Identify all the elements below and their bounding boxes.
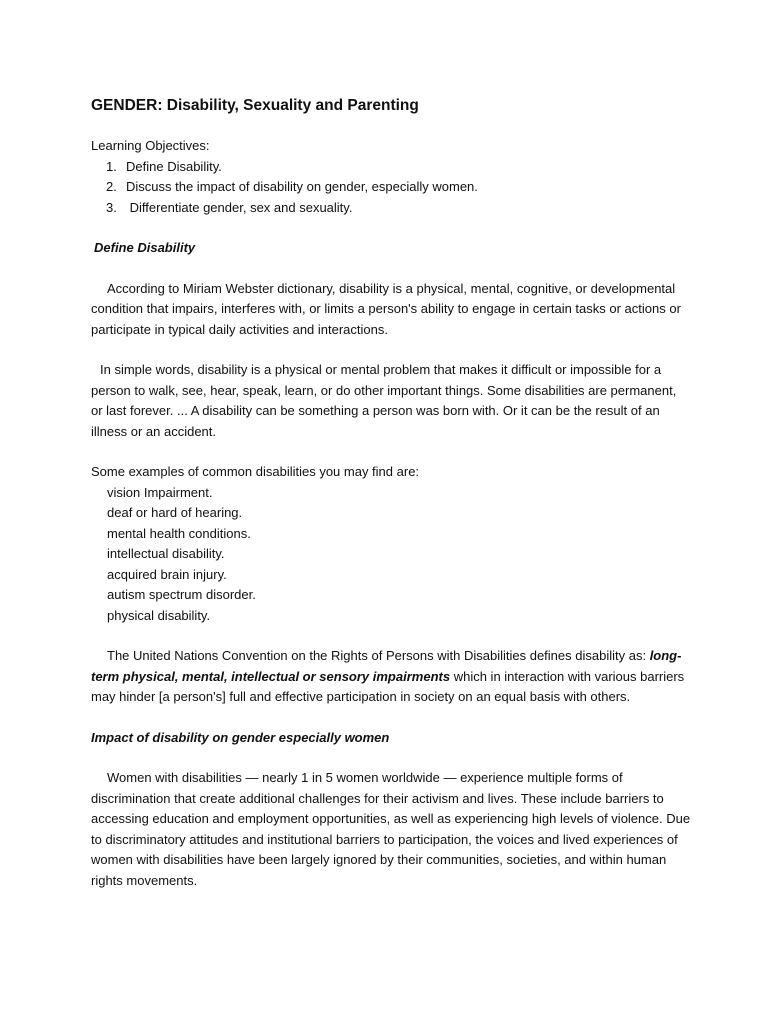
paragraph-simple-words: In simple words, disability is a physical or mental problem that makes it difficult or impossible for a person to walk, see, hear, speak, learn, or do other important things. Some disabilities are permanent, or last forever. ... A disability can be something a person was born with. Or it can be the result of an illness or an accident. — [91, 362, 677, 439]
learning-objectives-list — [91, 157, 691, 219]
list-item: physical disability. — [107, 607, 211, 623]
list-item-number: 3. — [106, 199, 117, 215]
list-item — [91, 157, 691, 178]
examples-intro: Some examples of common disabilities you may find are: — [91, 464, 420, 479]
document-title: GENDER: Disability, Sexuality and Parenting — [91, 97, 419, 114]
list-item: autism spectrum disorder. — [107, 587, 256, 602]
paragraph-un-definition — [91, 646, 691, 708]
list-item: mental health conditions. — [107, 525, 251, 541]
list-item: deaf or hard of hearing. — [107, 505, 243, 520]
list-item-text: Differentiate gender, sex and sexuality. — [126, 199, 353, 215]
list-item: intellectual disability. — [107, 546, 225, 561]
learning-objectives-label: Learning Objectives: — [91, 138, 210, 153]
document-body — [91, 96, 691, 911]
list-item-text: Discuss the impact of disability on gender, especially women. — [126, 179, 478, 194]
examples-list — [91, 483, 691, 627]
list-item — [91, 177, 691, 198]
paragraph-definition: According to Miriam Webster dictionary, disability is a physical, mental, cognitive, or developmental condition that impairs, interferes with, or limits a person's ability to engage in certain tasks or actions or participate in typical daily activities and interactions. — [91, 280, 681, 337]
list-item — [91, 198, 691, 219]
un-definition-rest: which in interaction with various barriers may hinder [a person's] full and effective participation in society on an equal basis with others. — [91, 668, 685, 704]
un-definition-intro: The United Nations Convention on the Rights of Persons with Disabilities defines disability as: — [107, 648, 647, 663]
list-item-number: 2. — [106, 179, 117, 194]
list-item: acquired brain injury. — [107, 566, 227, 582]
paragraph-women-impact: Women with disabilities — nearly 1 in 5 women worldwide — experience multiple forms of discrimination that create additional challenges for their activism and lives. These include barriers to accessing education and employment opportunities, as well as experiencing high levels of violence. Due to discriminatory attitudes and institutional barriers to participation, the voices and lived experiences of women with disabilities have been largely ignored by their communities, societies, and within human rights movements. — [91, 770, 691, 888]
list-item: vision Impairment. — [107, 484, 213, 500]
section-heading-impact: Impact of disability on gender especially women — [91, 729, 390, 745]
list-item-text: Define Disability. — [126, 158, 222, 174]
list-item-number: 1. — [106, 158, 117, 174]
un-definition-emphasis: long-term physical, mental, intellectual or sensory impairments — [91, 648, 682, 684]
section-heading-define-disability: Define Disability — [94, 240, 196, 255]
